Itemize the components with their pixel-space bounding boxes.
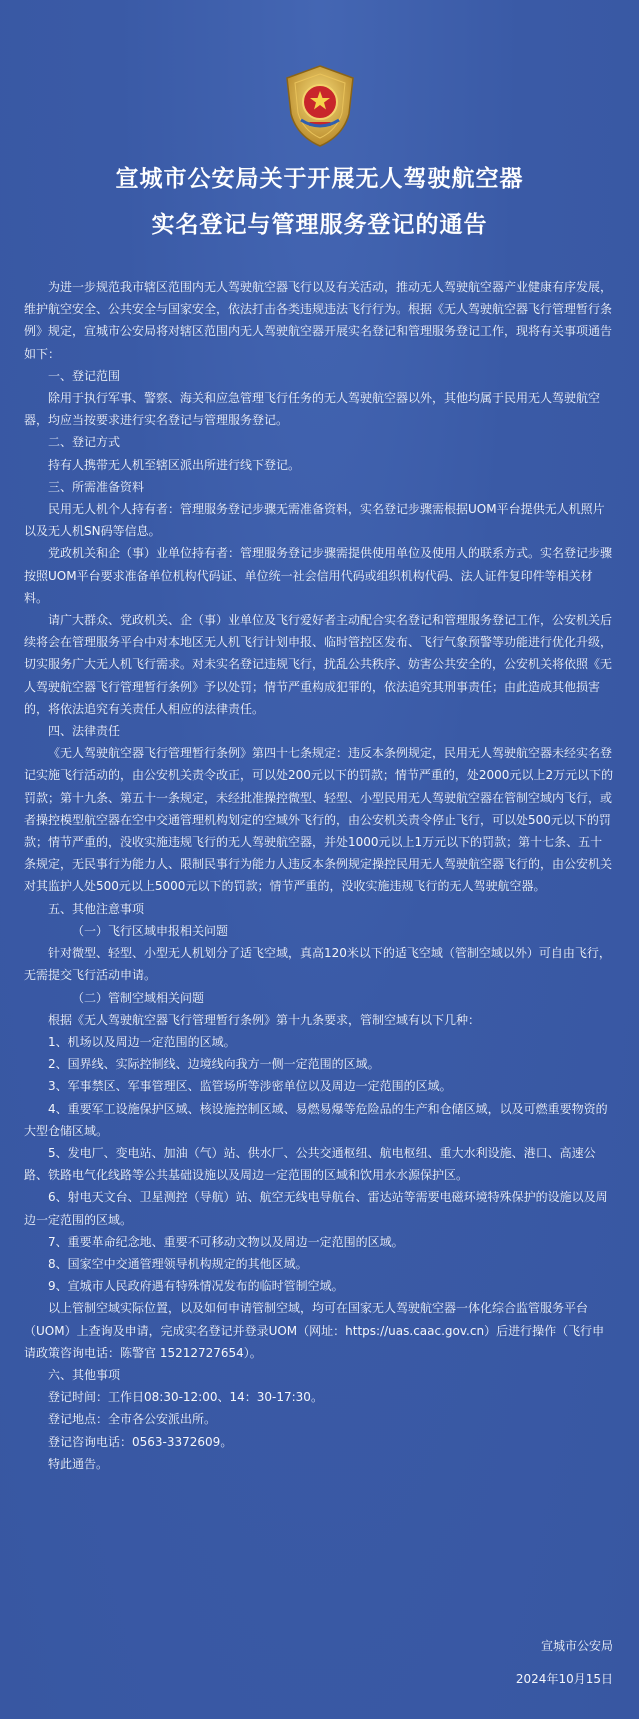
section-3-heading: 三、所需准备资料 — [48, 479, 145, 494]
list-item: 7、重要革命纪念地、重要不可移动文物以及周边一定范围的区域。 — [48, 1234, 404, 1249]
section-5-subheading-2: （二）管制空域相关问题 — [72, 990, 205, 1005]
list-item: 1、机场以及周边一定范围的区域。 — [48, 1034, 236, 1049]
section-1-heading: 一、登记范围 — [48, 368, 121, 383]
section-5-note: 以上管制空域实际位置，以及如何申请管制空域，均可在国家无人驾驶航空器一体化综合监管服务平台（UOM）上查询及申请，完成实名登记并登录UOM（网址：https://uas.caac.gov.cn）后进行操作（飞行申请政策咨询电话：陈警官 15212727654）。 — [24, 1301, 605, 1360]
list-item: 3、军事禁区、军事管理区、监管场所等涉密单位以及周边一定范围的区域。 — [48, 1079, 452, 1094]
registration-time: 登记时间：工作日08:30-12:00、14：30-17:30。 — [48, 1390, 323, 1405]
section-5-sub1-text: 针对微型、轻型、小型无人机划分了适飞空域，真高120米以下的适飞空域（管制空域以外）可自由飞行，无需提交飞行活动申请。 — [24, 946, 611, 983]
list-item: 8、国家空中交通管理领导机构规定的其他区域。 — [48, 1256, 308, 1271]
list-item: 6、射电天文台、卫星测控（导航）站、航空无线电导航台、雷达站等需要电磁环境特殊保护的设施以及周边一定范围的区域。 — [24, 1190, 608, 1227]
closing-text: 特此通告。 — [48, 1456, 109, 1471]
section-2-heading: 二、登记方式 — [48, 435, 121, 450]
notice-body — [24, 276, 614, 1475]
section-4-text: 《无人驾驶航空器飞行管理暂行条例》第四十七条规定：违反本条例规定，民用无人驾驶航空器未经实名登记实施飞行活动的，由公安机关责令改正，可以处200元以下的罚款；情节严重的，处2000元以上2万元以下的罚款；第十九条、第五十一条规定，未经批准操控微型、轻型、小型民用无人驾驶航空器在管制空域内飞行，或者操控模型航空器在空中交通管理机构划定的空域外飞行的，由公安机关责令停止飞行，可以处500元以下的罚款；情节严重的，没收实施违规飞行的无人驾驶航空器，并处1000元以上1万元以下的罚款；第十七条、五十条规定，无民事行为能力人、限制民事行为能力人违反本条例规定操控民用无人驾驶航空器飞行的，由公安机关对其监护人处500元以上5000元以下的罚款；情节严重的，没收实施违规飞行的无人驾驶航空器。 — [24, 746, 614, 894]
section-1-text: 除用于执行军事、警察、海关和应急管理飞行任务的无人驾驶航空器以外，其他均属于民用无人驾驶航空器，均应当按要求进行实名登记与管理服务登记。 — [24, 391, 601, 428]
section-4-heading: 四、法律责任 — [48, 724, 121, 739]
list-item: 9、宣城市人民政府遇有特殊情况发布的临时管制空域。 — [48, 1279, 344, 1294]
list-item: 5、发电厂、变电站、加油（气）站、供水厂、公共交通枢纽、航电枢纽、重大水利设施、港口、高速公路、铁路电气化线路等公共基础设施以及周边一定范围的区域和饮用水水源保护区。 — [24, 1145, 596, 1183]
section-6-heading: 六、其他事项 — [48, 1367, 121, 1382]
registration-phone: 登记咨询电话：0563-3372609。 — [48, 1434, 233, 1449]
registration-place: 登记地点：全市各公安派出所。 — [48, 1412, 217, 1427]
section-5-heading: 五、其他注意事项 — [48, 901, 145, 916]
section-2-text: 持有人携带无人机至辖区派出所进行线下登记。 — [48, 457, 301, 472]
notice-title-line1: 宣城市公安局关于开展无人驾驶航空器 — [115, 166, 524, 192]
section-5-sub2-text: 根据《无人驾驶航空器飞行管理暂行条例》第十九条要求，管制空域有以下几种： — [48, 1012, 481, 1027]
police-badge-icon — [283, 64, 357, 148]
section-3-paragraph-2: 党政机关和企（事）业单位持有者：管理服务登记步骤需提供使用单位及使用人的联系方式。实名登记步骤按照UOM平台要求准备单位机构代码证、单位统一社会信用代码或组织机构代码、法人证件复印件等相关材料。 — [24, 546, 613, 605]
section-3-paragraph-3: 请广大群众、党政机关、企（事）业单位及飞行爱好者主动配合实名登记和管理服务登记工作，公安机关后续将会在管理服务平台中对本地区无人机飞行计划申报、临时管控区发布、飞行气象预警等功能进行优化升级，切实服务广大无人机飞行需求。对未实名登记违规飞行，扰乱公共秩序、妨害公共安全的，公安机关将依照《无人驾驶航空器飞行管理暂行条例》予以处罚；情节严重构成犯罪的，依法追究其刑事责任；由此造成其他损害的，将依法追究有关责任人相应的法律责任。 — [24, 613, 613, 716]
notice-title-line2: 实名登记与管理服务登记的通告 — [151, 212, 488, 238]
section-3-paragraph-1: 民用无人机个人持有者：管理服务登记步骤无需准备资料，实名登记步骤需根据UOM平台提供无人机照片以及无人机SN码等信息。 — [24, 502, 605, 539]
signature-date: 2024年10月15日 — [515, 1672, 613, 1686]
intro-paragraph: 为进一步规范我市辖区范围内无人驾驶航空器飞行以及有关活动，推动无人驾驶航空器产业健康有序发展，维护航空安全、公共安全与国家安全，依法打击各类违规违法飞行行为。根据《无人驾驶航空器飞行管理暂行条例》规定，宣城市公安局将对辖区范围内无人驾驶航空器开展实名登记和管理服务登记工作，现将有关事项通告如下： — [24, 280, 613, 361]
list-item: 4、重要军工设施保护区域、核设施控制区域、易燃易爆等危险品的生产和仓储区域，以及可燃重要物资的大型仓储区域。 — [24, 1101, 608, 1138]
section-5-subheading-1: （一）飞行区域申报相关问题 — [72, 923, 229, 938]
signature-org: 宣城市公安局 — [540, 1639, 613, 1653]
list-item: 2、国界线、实际控制线、边境线向我方一侧一定范围的区域。 — [48, 1057, 380, 1072]
